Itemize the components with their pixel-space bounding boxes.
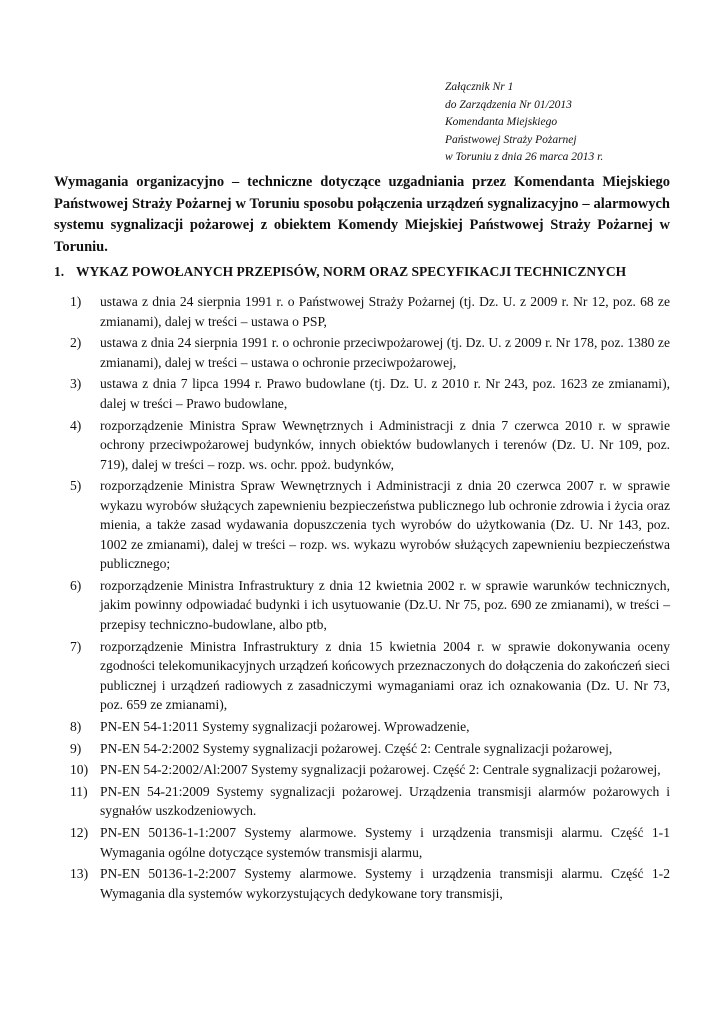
list-item-number: 10) bbox=[70, 762, 89, 778]
list-item-number: 6) bbox=[70, 577, 82, 593]
list-item bbox=[70, 576, 670, 635]
list-item bbox=[70, 333, 670, 372]
list-item-text: PN-EN 54-21:2009 Systemy sygnalizacji pożarowej. Urządzenia transmisji alarmów pożarowych i sygnałów uszkodzeniowych. bbox=[100, 783, 670, 819]
list-item-text: PN-EN 54-2:2002/Al:2007 Systemy sygnalizacji pożarowej. Część 2: Centrale sygnalizacji pożarowej, bbox=[100, 762, 661, 778]
list-item-text: PN-EN 50136-1-2:2007 Systemy alarmowe. Systemy i urządzenia transmisji alarmu. Część 1-2 Wymagania dla systemów wykorzystujących dedykowane tory transmisji, bbox=[100, 866, 670, 901]
list-item bbox=[70, 823, 670, 862]
document-title: Wymagania organizacyjno – techniczne dotyczące uzgadniania przez Komendanta Miejskiego Państwowej Straży Pożarnej w Toruniu sposobu połączenia urządzeń sygnalizacyjno – alarmowych systemu sygnalizacji pożarowej z obiektem Komendy Miejskiej Państwowej Straży Pożarnej w Toruniu. bbox=[54, 174, 670, 255]
list-item-text: ustawa z dnia 7 lipca 1994 r. Prawo budowlane (tj. Dz. U. z 2010 r. Nr 243, poz. 1623 ze zmianami), dalej w treści – Prawo budowlane, bbox=[100, 376, 670, 411]
list-item bbox=[70, 292, 670, 331]
annex-line: Państwowej Straży Pożarnej bbox=[445, 133, 577, 146]
section-heading bbox=[54, 264, 694, 280]
annex-line: do Zarządzenia Nr 01/2013 bbox=[445, 98, 572, 111]
list-item-number: 8) bbox=[70, 718, 82, 734]
list-item-text: rozporządzenie Ministra Spraw Wewnętrznych i Administracji z dnia 20 czerwca 2007 r. w sprawie wykazu wyrobów służących zapewnieniu bezpieczeństwa publicznego lub ochronie zdrowia i życia oraz mienia, a także zasad wydawania dopuszczenia tych wyrobów do użytkowania (Dz. U. Nr 143, poz. 1002 ze zmianami), dalej w treści – rozp. ws. wykazu wyrobów służących zapewnieniu bezpieczeństwa publicznego; bbox=[100, 478, 670, 572]
list-item-text: rozporządzenie Ministra Infrastruktury z dnia 12 kwietnia 2002 r. w sprawie warunków technicznych, jakim powinny odpowiadać budynki i ich usytuowanie (Dz.U. Nr 75, poz. 690 ze zmianami), w treści – przepisy techniczno-budowlane, albo ptb, bbox=[100, 577, 670, 632]
list-item bbox=[70, 760, 670, 780]
list-item bbox=[70, 476, 670, 574]
list-item-text: rozporządzenie Ministra Infrastruktury z dnia 15 kwietnia 2004 r. w sprawie dokonywania oceny zgodności telekomunikacyjnych urządzeń końcowych przeznaczonych do dołączenia do zakończeń sieci publicznej i urządzeń radiowych z zasadniczymi wymaganiami oraz ich oznakowania (Dz. U. Nr 73, poz. 659 ze zmianami), bbox=[100, 638, 670, 713]
list-item bbox=[70, 864, 670, 903]
regulations-list bbox=[70, 292, 670, 905]
annex-line: Komendanta Miejskiego bbox=[445, 116, 558, 128]
list-item-text: ustawa z dnia 24 sierpnia 1991 r. o ochronie przeciwpożarowej (tj. Dz. U. z 2009 r. Nr 178, poz. 1380 ze zmianami), dalej w treści – ustawa o ochronie przeciwpożarowej, bbox=[100, 335, 670, 370]
list-item bbox=[70, 717, 670, 737]
list-item-number: 3) bbox=[70, 376, 82, 392]
list-item bbox=[70, 782, 670, 821]
list-item-number: 7) bbox=[70, 638, 82, 654]
list-item-number: 11) bbox=[70, 783, 88, 799]
list-item-number: 4) bbox=[70, 417, 82, 433]
section-number: 1. bbox=[54, 264, 65, 279]
list-item bbox=[70, 739, 670, 759]
list-item bbox=[70, 374, 670, 413]
section-heading-text: WYKAZ POWOŁANYCH PRZEPISÓW, NORM ORAZ SPECYFIKACJI TECHNICZNYCH bbox=[76, 264, 627, 279]
list-item-number: 1) bbox=[70, 294, 82, 309]
list-item-number: 5) bbox=[70, 478, 82, 494]
list-item-text: PN-EN 54-2:2002 Systemy sygnalizacji pożarowej. Część 2: Centrale sygnalizacji pożarowej, bbox=[100, 740, 613, 756]
list-item-text: ustawa z dnia 24 sierpnia 1991 r. o Państwowej Straży Pożarnej (tj. Dz. U. z 2009 r. Nr 12, poz. 68 ze zmianami), dalej w treści – ustawa o PSP, bbox=[100, 294, 670, 329]
list-item-number: 2) bbox=[70, 335, 82, 351]
list-item-number: 12) bbox=[70, 825, 89, 841]
list-item-text: rozporządzenie Ministra Spraw Wewnętrznych i Administracji z dnia 7 czerwca 2010 r. w sprawie ochrony przeciwpożarowej budynków, innych obiektów budowlanych i terenów (Dz. U. Nr 109, poz. 719), dalej w treści – rozp. ws. ochr. ppoż. budynków, bbox=[100, 417, 670, 472]
list-item-text: PN-EN 54-1:2011 Systemy sygnalizacji pożarowej. Wprowadzenie, bbox=[100, 718, 470, 734]
list-item bbox=[70, 416, 670, 475]
list-item-number: 13) bbox=[70, 866, 89, 882]
list-item-text: PN-EN 50136-1-1:2007 Systemy alarmowe. Systemy i urządzenia transmisji alarmu. Część 1-1 Wymagania ogólne dotyczące systemów transmisji alarmu, bbox=[100, 825, 670, 860]
list-item bbox=[70, 637, 670, 715]
annex-line: Załącznik Nr 1 bbox=[445, 81, 514, 93]
annex-header bbox=[445, 79, 603, 167]
annex-line: w Toruniu z dnia 26 marca 2013 r. bbox=[445, 151, 604, 163]
list-item-number: 9) bbox=[70, 740, 82, 756]
